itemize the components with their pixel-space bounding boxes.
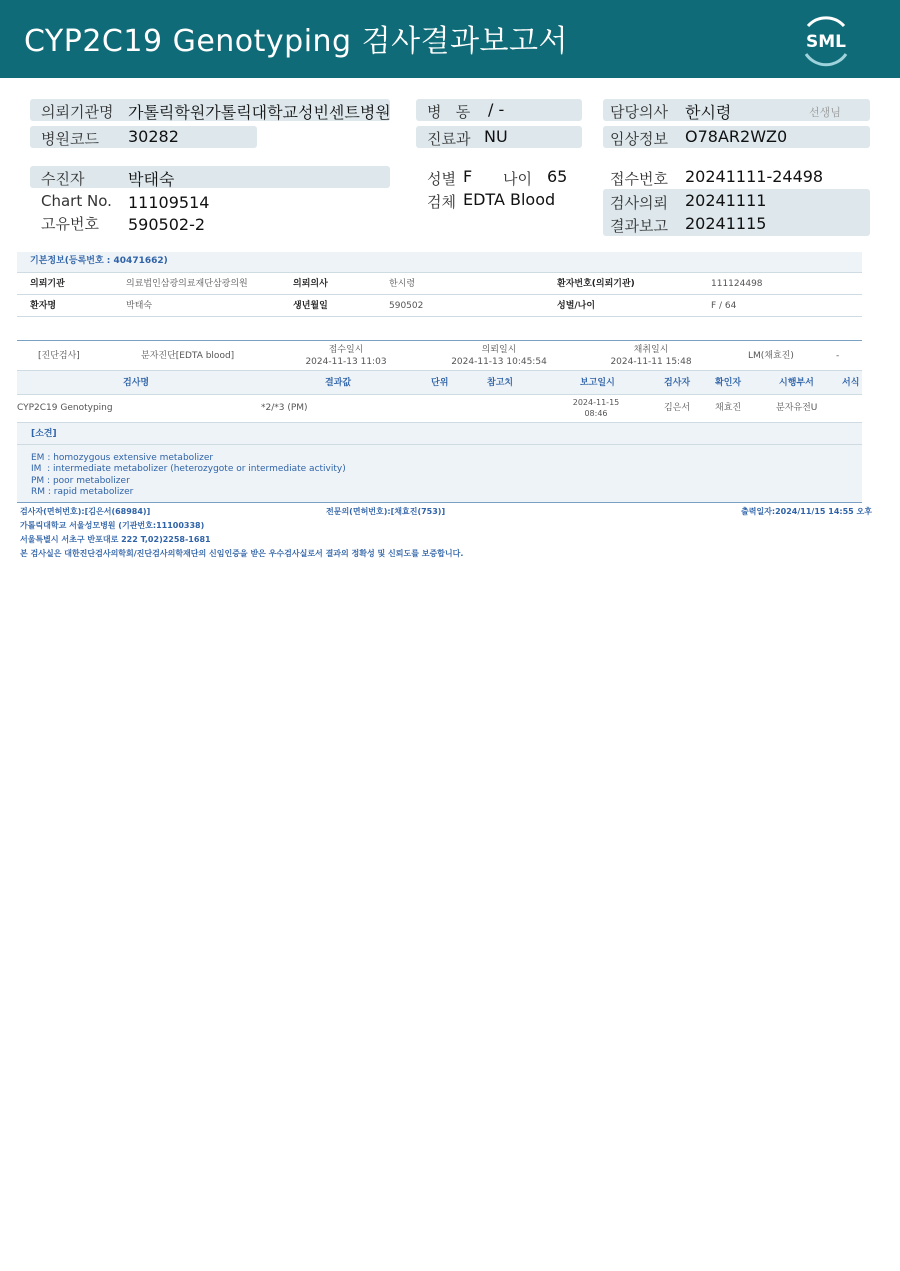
doctor-suffix: 선생님 — [809, 106, 841, 119]
divider — [17, 316, 862, 317]
chart-value: 11109514 — [128, 193, 210, 212]
col-form: 서식 — [842, 378, 860, 388]
col-report-date: 보고일시 — [580, 378, 615, 388]
receipt-time-value: 2024-11-13 11:03 — [305, 357, 387, 367]
row-test-name: CYP2C19 Genotyping — [17, 403, 113, 413]
col-department: 시행부서 — [779, 378, 814, 388]
bi-inst-value: 의료법인삼광의료재단삼광의원 — [126, 279, 248, 289]
col-tester: 검사자 — [664, 378, 691, 388]
specimen-value: EDTA Blood — [463, 190, 556, 209]
specimen-label: 검체 — [427, 193, 456, 211]
ward-value: / - — [488, 100, 505, 119]
collect-time-value: 2024-11-11 15:48 — [610, 357, 692, 367]
col-reference: 참고치 — [487, 378, 514, 388]
bi-doc-label: 의뢰의사 — [293, 279, 328, 289]
report-title: CYP2C19 Genotyping 검사결과보고서 — [24, 24, 568, 59]
row-report-time: 08:46 — [584, 409, 608, 418]
test-category: [진단검사] — [38, 351, 80, 361]
divider — [17, 272, 862, 273]
bi-birth-value: 590502 — [389, 301, 424, 311]
request-label: 검사의뢰 — [610, 194, 668, 212]
request-time-value: 2024-11-13 10:45:54 — [451, 357, 547, 367]
divider — [17, 294, 862, 295]
footer-hospital: 가톨릭대학교 서울성모병원 (기관번호:11100338) — [20, 521, 205, 530]
institution-value: 가톨릭학원가톨릭대학교성빈센트병원 — [128, 103, 391, 122]
finding-line: PM : poor metabolizer — [31, 476, 130, 486]
row-department: 분자유전U — [776, 403, 818, 413]
doctor-value: 한시령 — [685, 103, 732, 122]
col-unit: 단위 — [431, 378, 449, 388]
collect-time-label: 채취일시 — [633, 345, 669, 355]
hospital-code-value: 30282 — [128, 127, 179, 146]
patient-value: 박태숙 — [128, 170, 175, 189]
findings-title: [소견] — [31, 429, 57, 439]
divider — [17, 340, 862, 341]
footer-print-date: 출력일자:2024/11/15 14:55 오후 — [741, 507, 872, 516]
bi-doc-value: 한시령 — [389, 279, 416, 289]
bi-name-label: 환자명 — [30, 301, 57, 311]
basic-info-title: 기본정보(등록번호 : 40471662) — [30, 256, 168, 266]
logo-text: SML — [806, 32, 846, 52]
receipt-value: 20241111-24498 — [685, 167, 824, 186]
col-result: 결과값 — [325, 378, 352, 388]
receipt-time-label: 접수일시 — [328, 345, 364, 355]
department-label: 진료과 — [427, 130, 471, 148]
sex-label: 성별 — [427, 170, 456, 188]
institution-label: 의뢰기관명 — [41, 103, 114, 121]
col-test-name: 검사명 — [123, 378, 150, 388]
divider — [17, 394, 862, 395]
ward-label: 병 동 — [427, 103, 471, 121]
finding-line: EM : homozygous extensive metabolizer — [31, 453, 214, 463]
report-header — [0, 0, 900, 78]
doctor-label: 담당의사 — [610, 103, 668, 121]
department-value: NU — [484, 127, 508, 146]
test-type: 분자진단[EDTA blood] — [141, 351, 235, 361]
age-label: 나이 — [503, 170, 532, 188]
age-value: 65 — [547, 167, 568, 186]
bi-inst-label: 의뢰기관 — [30, 279, 65, 289]
row-tester: 김은서 — [664, 403, 691, 413]
col-confirmer: 확인자 — [715, 378, 742, 388]
sex-value: F — [463, 167, 473, 186]
receipt-label: 접수번호 — [610, 170, 668, 188]
divider — [17, 444, 862, 445]
bi-name-value: 박태숙 — [126, 301, 153, 311]
unique-label: 고유번호 — [41, 215, 99, 233]
bi-pid-value: 111124498 — [711, 279, 763, 289]
report-value: 20241115 — [685, 214, 767, 233]
footer-address: 서울특별시 서초구 반포대로 222 T,02)2258-1681 — [20, 535, 211, 544]
unique-value: 590502-2 — [128, 215, 206, 234]
lm-value: LM(채효진) — [748, 351, 794, 361]
footer-specialist: 전문의(면허번호):[채효진(753)] — [326, 507, 446, 516]
divider — [17, 502, 862, 503]
bi-birth-label: 생년월일 — [293, 301, 328, 311]
sml-logo — [798, 12, 854, 68]
patient-label: 수진자 — [41, 170, 85, 188]
row-result: *2/*3 (PM) — [261, 403, 308, 413]
chart-label: Chart No. — [41, 192, 112, 210]
hospital-code-label: 병원코드 — [41, 130, 99, 148]
finding-line: IM : intermediate metabolizer (heterozygote or intermediate activity) — [31, 464, 346, 474]
bi-sexage-label: 성별/나이 — [557, 301, 596, 311]
footer-certification: 본 검사실은 대한진단검사의학회/진단검사의학재단의 신임인증을 받은 우수검사실로서 결과의 정확성 및 신뢰도를 보증합니다. — [20, 549, 464, 558]
bi-pid-label: 환자번호(의뢰기관) — [557, 279, 635, 289]
footer-tester: 검사자(면허번호):[김은서(68984)] — [20, 507, 151, 516]
request-value: 20241111 — [685, 191, 767, 210]
clinical-value: O78AR2WZ0 — [685, 127, 788, 146]
request-time-label: 의뢰일시 — [481, 345, 517, 355]
row-report-date: 2024-11-15 — [572, 398, 620, 407]
row-confirmer: 채효진 — [715, 403, 742, 413]
finding-line: RM : rapid metabolizer — [31, 487, 134, 497]
lm-dash: - — [836, 351, 840, 361]
clinical-label: 임상정보 — [610, 130, 668, 148]
bi-sexage-value: F / 64 — [711, 301, 737, 311]
report-label: 결과보고 — [610, 217, 668, 235]
